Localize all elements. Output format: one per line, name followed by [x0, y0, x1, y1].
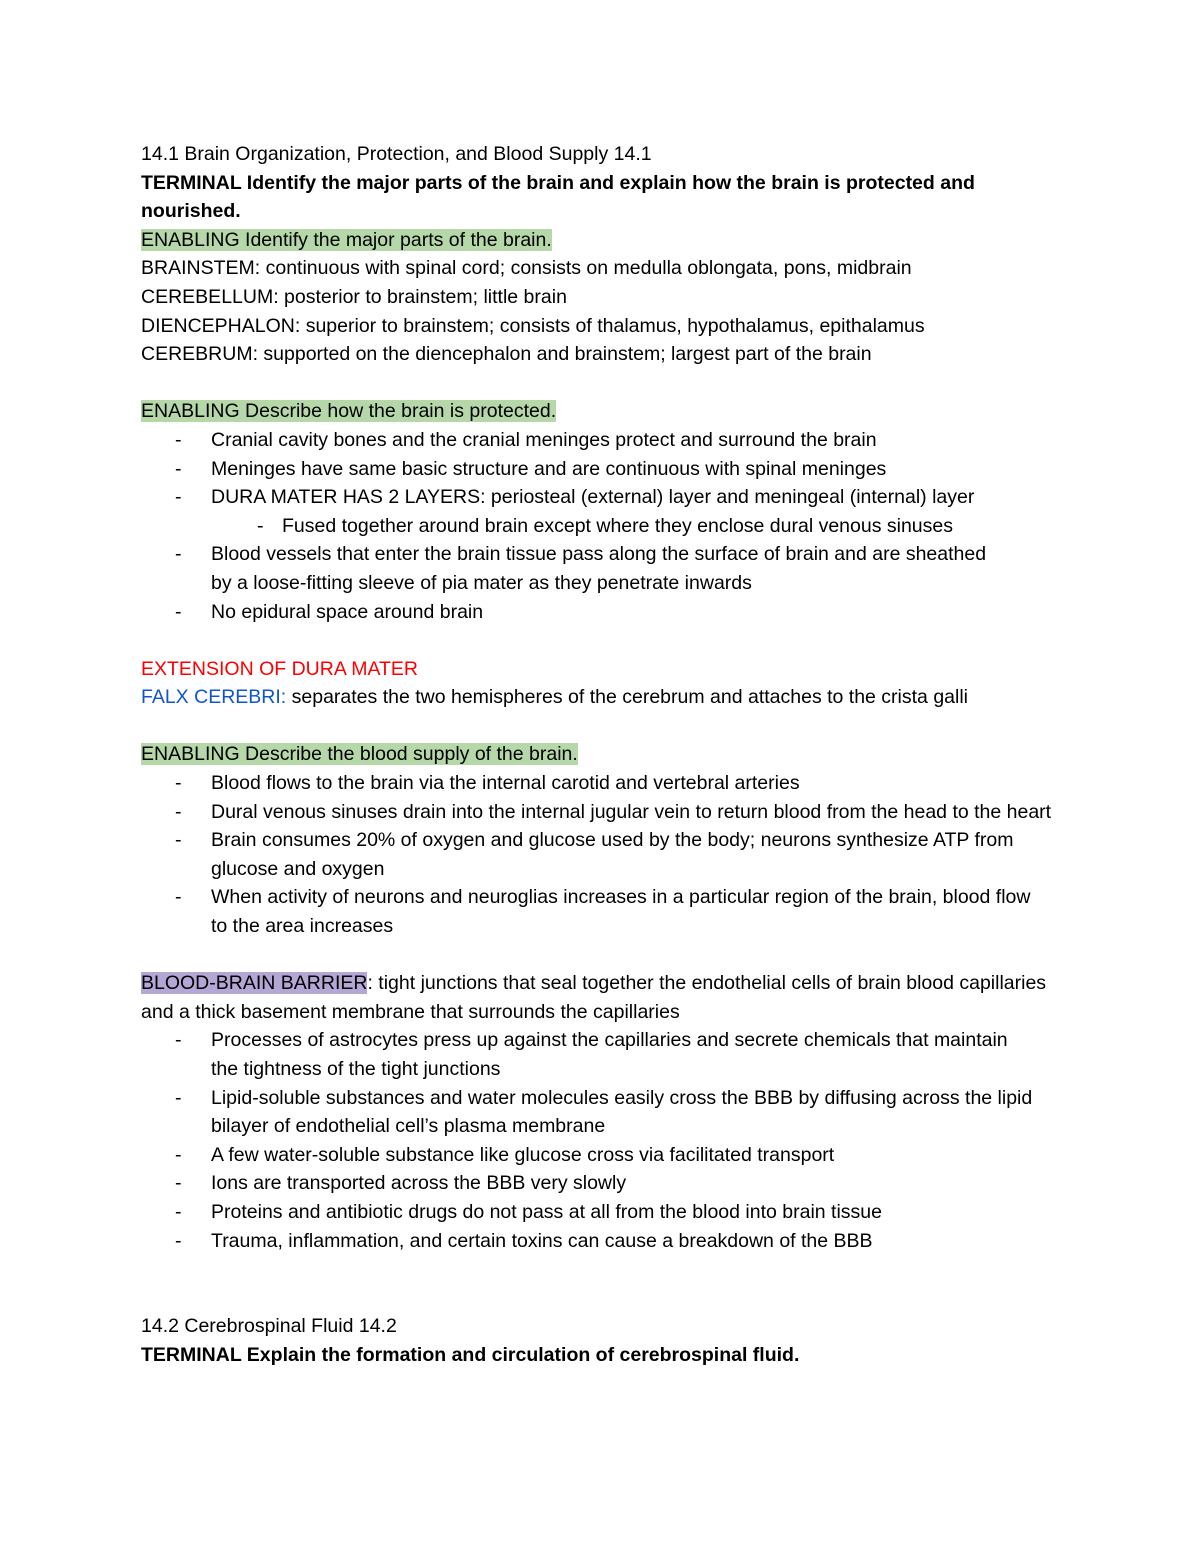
dash-bullet: -	[175, 800, 182, 823]
list-item-text: Blood vessels that enter the brain tissue pass along the surface of brain and are sheathed by a loose-fitting sleeve of pia mater as they penetrate inwards	[211, 543, 987, 594]
dash-bullet: -	[175, 486, 182, 509]
enabling-objective-blood	[141, 740, 1071, 769]
list-item	[141, 1198, 1071, 1227]
bbb-description: : tight junctions that seal together the endothelial cells of brain blood capillaries and a thick basement membrane that surrounds the capillaries	[141, 972, 1047, 1023]
dash-bullet: -	[175, 1029, 182, 1052]
list-item	[141, 1141, 1071, 1170]
dash-bullet: -	[175, 600, 182, 623]
list-item	[141, 769, 1071, 798]
bbb-list	[141, 1026, 1071, 1255]
section-heading-14-2: 14.2 Cerebrospinal Fluid 14.2	[141, 1315, 397, 1338]
brain-part-cerebrum: CEREBRUM: supported on the diencephalon and brainstem; largest part of the brain	[141, 343, 872, 366]
list-item-text: DURA MATER HAS 2 LAYERS: periosteal (external) layer and meningeal (internal) layer	[211, 486, 975, 509]
enabling-protected-highlight: ENABLING Describe how the brain is protected.	[141, 400, 557, 423]
dash-bullet: -	[175, 457, 182, 480]
document-page	[141, 140, 1071, 1370]
enabling-objective-protection	[141, 397, 1071, 426]
list-item	[141, 540, 1071, 597]
list-item-text: Ions are transported across the BBB very slowly	[211, 1172, 627, 1195]
dash-bullet: -	[175, 772, 182, 795]
list-item-text: A few water-soluble substance like glucose cross via facilitated transport	[211, 1143, 835, 1166]
brain-part-diencephalon: DIENCEPHALON: superior to brainstem; consists of thalamus, hypothalamus, epithalamus	[141, 314, 925, 337]
bbb-definition	[141, 969, 1071, 1026]
dash-bullet: -	[175, 1200, 182, 1223]
dash-bullet: -	[175, 428, 182, 451]
enabling-blood-highlight: ENABLING Describe the blood supply of the brain.	[141, 743, 578, 766]
protection-sub-list	[141, 512, 1071, 541]
list-item	[141, 483, 1071, 512]
list-item-text: Trauma, inflammation, and certain toxins can cause a breakdown of the BBB	[211, 1229, 873, 1252]
list-item	[141, 883, 1071, 940]
spacer	[141, 1255, 1071, 1312]
list-item-text: When activity of neurons and neuroglias increases in a particular region of the brain, blood flow to the area increases	[211, 886, 1031, 938]
spacer	[141, 369, 1071, 398]
spacer	[141, 712, 1071, 741]
brain-part-cerebellum: CEREBELLUM: posterior to brainstem; little brain	[141, 285, 567, 308]
protection-list	[141, 426, 1071, 512]
list-item-text: Proteins and antibiotic drugs do not pass at all from the blood into brain tissue	[211, 1200, 882, 1223]
dash-bullet: -	[175, 1086, 182, 1109]
list-item	[141, 1026, 1071, 1083]
dash-bullet: -	[175, 1229, 182, 1252]
brain-part-brainstem: BRAINSTEM: continuous with spinal cord; consists on medulla oblongata, pons, midbrain	[141, 257, 912, 280]
dash-bullet: -	[175, 543, 182, 566]
enabling-parts-highlight: ENABLING Identify the major parts of the brain.	[141, 228, 552, 251]
list-item-text: Dural venous sinuses drain into the internal jugular vein to return blood from the head to the heart	[211, 800, 1052, 823]
blood-supply-list	[141, 769, 1071, 941]
list-item	[141, 1169, 1071, 1198]
enabling-objective-parts	[141, 226, 1071, 255]
falx-cerebri-line	[141, 683, 1071, 712]
sub-list-item-text: Fused together around brain except where they enclose dural venous sinuses	[282, 514, 953, 537]
dash-bullet: -	[257, 514, 264, 537]
terminal-objective-14-2: TERMINAL Explain the formation and circulation of cerebrospinal fluid.	[141, 1343, 800, 1366]
extension-heading: EXTENSION OF DURA MATER	[141, 657, 418, 680]
falx-description: separates the two hemispheres of the cerebrum and attaches to the crista galli	[286, 686, 969, 709]
spacer	[141, 941, 1071, 970]
spacer	[141, 626, 1071, 655]
dash-bullet: -	[175, 829, 182, 852]
list-item	[141, 598, 1071, 627]
list-item-text: Meninges have same basic structure and are continuous with spinal meninges	[211, 457, 887, 480]
list-item-text: Processes of astrocytes press up against the capillaries and secrete chemicals that maintain the tightness of the tight junctions	[211, 1029, 1008, 1080]
list-item-text: Cranial cavity bones and the cranial meninges protect and surround the brain	[211, 428, 877, 451]
terminal-objective-14-1: TERMINAL Identify the major parts of the brain and explain how the brain is protected and nourished.	[141, 171, 975, 223]
list-item	[141, 1227, 1071, 1256]
dash-bullet: -	[175, 1143, 182, 1166]
list-item	[141, 455, 1071, 484]
falx-term: FALX CEREBRI:	[141, 686, 287, 709]
bbb-term: BLOOD-BRAIN BARRIER	[141, 972, 368, 995]
section-heading-14-1: 14.1 Brain Organization, Protection, and Blood Supply 14.1	[141, 143, 652, 165]
list-item-text: Brain consumes 20% of oxygen and glucose used by the body; neurons synthesize ATP from glucose and oxygen	[211, 829, 1014, 880]
protection-list-continued	[141, 540, 1071, 626]
list-item	[141, 1084, 1071, 1141]
sub-list-item	[141, 512, 1071, 541]
list-item	[141, 826, 1071, 883]
dash-bullet: -	[175, 886, 182, 909]
list-item	[141, 798, 1071, 827]
list-item	[141, 426, 1071, 455]
list-item-text: No epidural space around brain	[211, 600, 484, 623]
list-item-text: Blood flows to the brain via the internal carotid and vertebral arteries	[211, 772, 800, 795]
list-item-text: Lipid-soluble substances and water molecules easily cross the BBB by diffusing across the lipid bilayer of endothelial cell’s plasma membrane	[211, 1086, 1033, 1138]
dash-bullet: -	[175, 1172, 182, 1195]
